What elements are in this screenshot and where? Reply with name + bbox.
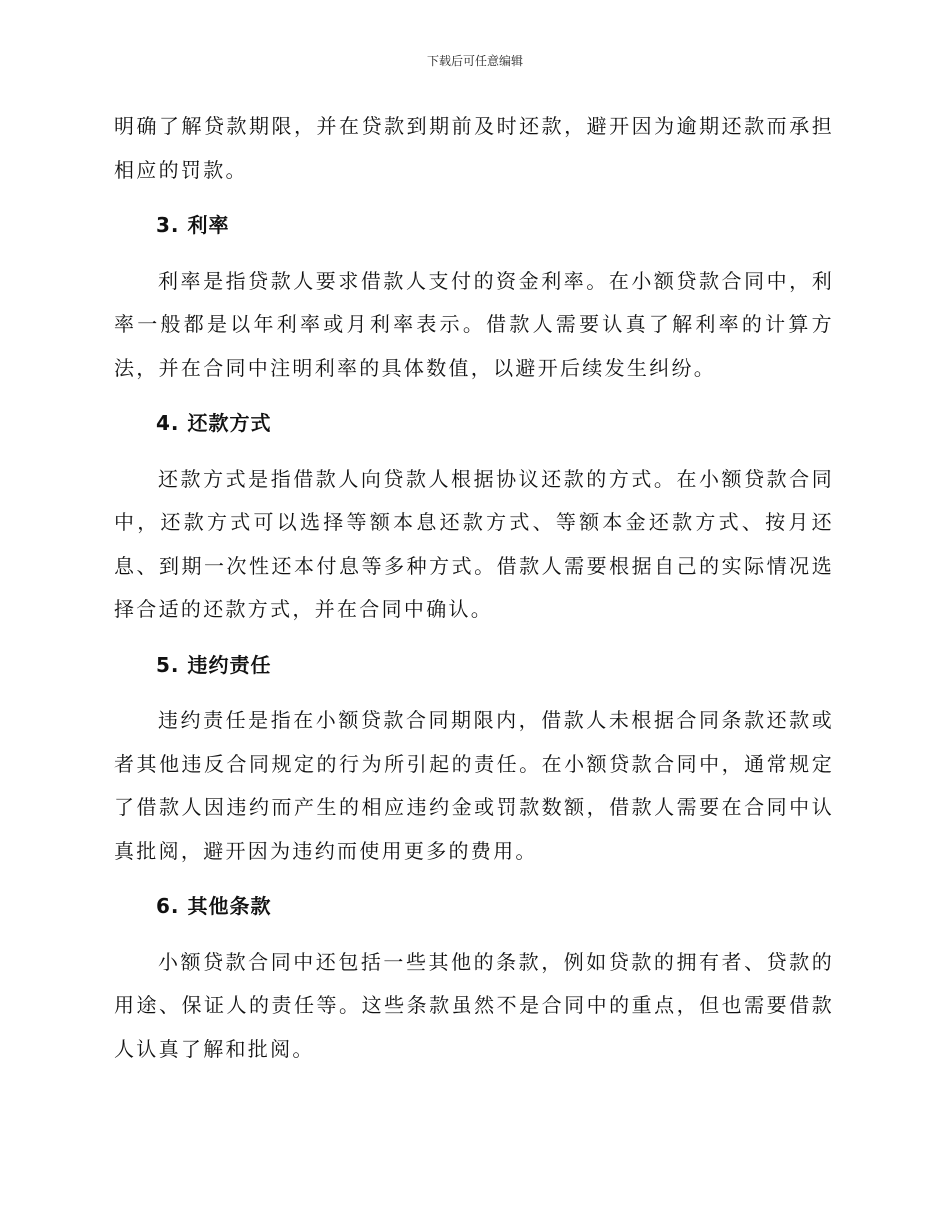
section-body-other-terms: 小额贷款合同中还包括一些其他的条款，例如贷款的拥有者、贷款的用途、保证人的责任等。这些条款虽然不是合同中的重点，但也需要借款人认真了解和批阅。 [114, 949, 834, 1061]
section-body-repayment-method: 还款方式是指借款人向贷款人根据协议还款的方式。在小额贷款合同中，还款方式可以选择等额本息还款方式、等额本金还款方式、按月还息、到期一次性还本付息等多种方式。借款人需要根据自己的实际情况选择合适的还款方式，并在合同中确认。 [114, 466, 834, 621]
intro-paragraph: 明确了解贷款期限，并在贷款到期前及时还款，避开因为逾期还款而承担相应的罚款。 [114, 114, 834, 182]
document-body [114, 105, 834, 1071]
section-heading-default-liability: 5. 违约责任 [156, 652, 272, 677]
section-heading-repayment-method: 4. 还款方式 [156, 411, 272, 435]
section-body-default-liability: 违约责任是指在小额贷款合同期限内，借款人未根据合同条款还款或者其他违反合同规定的行为所引起的责任。在小额贷款合同中，通常规定了借款人因违约而产生的相应违约金或罚款数额，借款人需要在合同中认真批阅，避开因为违约而使用更多的费用。 [114, 708, 834, 863]
section-body-interest-rate: 利率是指贷款人要求借款人支付的资金利率。在小额贷款合同中，利率一般都是以年利率或月利率表示。借款人需要认真了解利率的计算方法，并在合同中注明利率的具体数值，以避开后续发生纠纷。 [114, 268, 834, 380]
section-heading-other-terms: 6. 其他条款 [156, 894, 272, 918]
section-heading-interest-rate: 3. 利率 [156, 213, 230, 237]
page-header: 下载后可任意编辑 [426, 54, 523, 68]
